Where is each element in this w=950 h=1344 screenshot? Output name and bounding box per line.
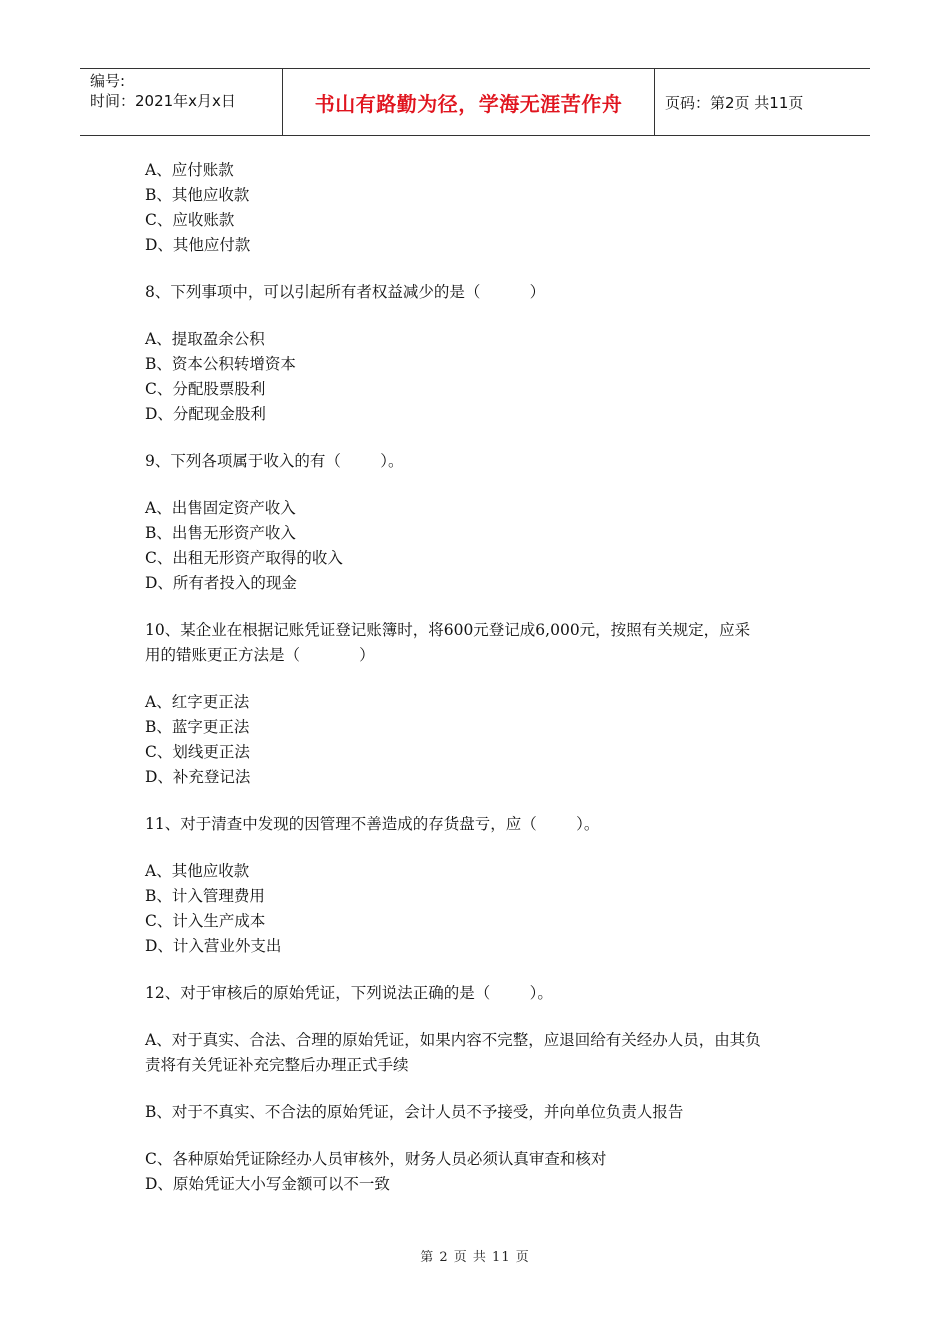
question-7-options	[145, 158, 815, 258]
option-11c: C、计入生产成本	[145, 912, 266, 930]
option-10a: A、红字更正法	[145, 693, 250, 711]
page-footer: 第 2 页 共 11 页	[420, 1250, 530, 1265]
option-9b: B、出售无形资产收入	[145, 524, 296, 542]
header-meta	[80, 69, 282, 135]
question-10-options	[145, 690, 815, 790]
header-motto: 书山有路勤为径，学海无涯苦作舟	[314, 91, 623, 116]
option-11b: B、计入管理费用	[145, 887, 265, 905]
header-page-info-cell	[655, 69, 870, 135]
option-9a: A、出售固定资产收入	[145, 499, 296, 517]
option-11d: D、计入营业外支出	[145, 937, 282, 955]
option-11a: A、其他应收款	[145, 862, 250, 880]
option-8d: D、分配现金股利	[145, 405, 266, 423]
question-9-options	[145, 496, 815, 596]
option-7d: D、其他应付款	[145, 236, 251, 254]
header-page-info: 页码：第2页 共11页	[665, 93, 804, 112]
option-7b: B、其他应收款	[145, 186, 250, 204]
option-12b: B、对于不真实、不合法的原始凭证，会计人员不予接受，并向单位负责人报告	[145, 1103, 684, 1121]
document-number-label: 编号:	[90, 72, 126, 90]
option-8a: A、提取盈余公积	[145, 330, 265, 348]
question-8-options	[145, 327, 815, 427]
document-time-label: 时间：2021年x月x日	[90, 92, 236, 110]
option-12c: C、各种原始凭证除经办人员审核外，财务人员必须认真审查和核对	[145, 1150, 607, 1168]
question-10-text-line2: 用的错账更正方法是（ ）	[145, 646, 375, 664]
option-10d: D、补充登记法	[145, 768, 251, 786]
option-8c: C、分配股票股利	[145, 380, 266, 398]
option-12a-line1: A、对于真实、合法、合理的原始凭证，如果内容不完整，应退回给有关经办人员，由其负	[145, 1031, 761, 1049]
question-11-text: 11、对于清查中发现的因管理不善造成的存货盘亏，应（ ）。	[145, 815, 600, 833]
option-10c: C、划线更正法	[145, 743, 250, 761]
question-12-text: 12、对于审核后的原始凭证，下列说法正确的是（ ）。	[145, 984, 553, 1002]
option-7a: A、应付账款	[145, 161, 234, 179]
option-7c: C、应收账款	[145, 211, 235, 229]
option-9d: D、所有者投入的现金	[145, 574, 297, 592]
header-motto-cell	[282, 69, 655, 135]
document-body	[145, 158, 815, 1197]
question-11-options	[145, 859, 815, 959]
option-10b: B、蓝字更正法	[145, 718, 250, 736]
option-8b: B、资本公积转增资本	[145, 355, 296, 373]
question-8-text: 8、下列事项中，可以引起所有者权益减少的是（ ）	[145, 283, 546, 301]
option-9c: C、出租无形资产取得的收入	[145, 549, 343, 567]
question-10-text-line1: 10、某企业在根据记账凭证登记账簿时，将600元登记成6,000元，按照有关规定，应采	[145, 621, 751, 639]
option-12d: D、原始凭证大小写金额可以不一致	[145, 1175, 390, 1193]
question-9-text: 9、下列各项属于收入的有（ ）。	[145, 452, 404, 470]
page-header	[80, 68, 870, 136]
option-12a-line2: 责将有关凭证补充完整后办理正式手续	[145, 1056, 409, 1074]
